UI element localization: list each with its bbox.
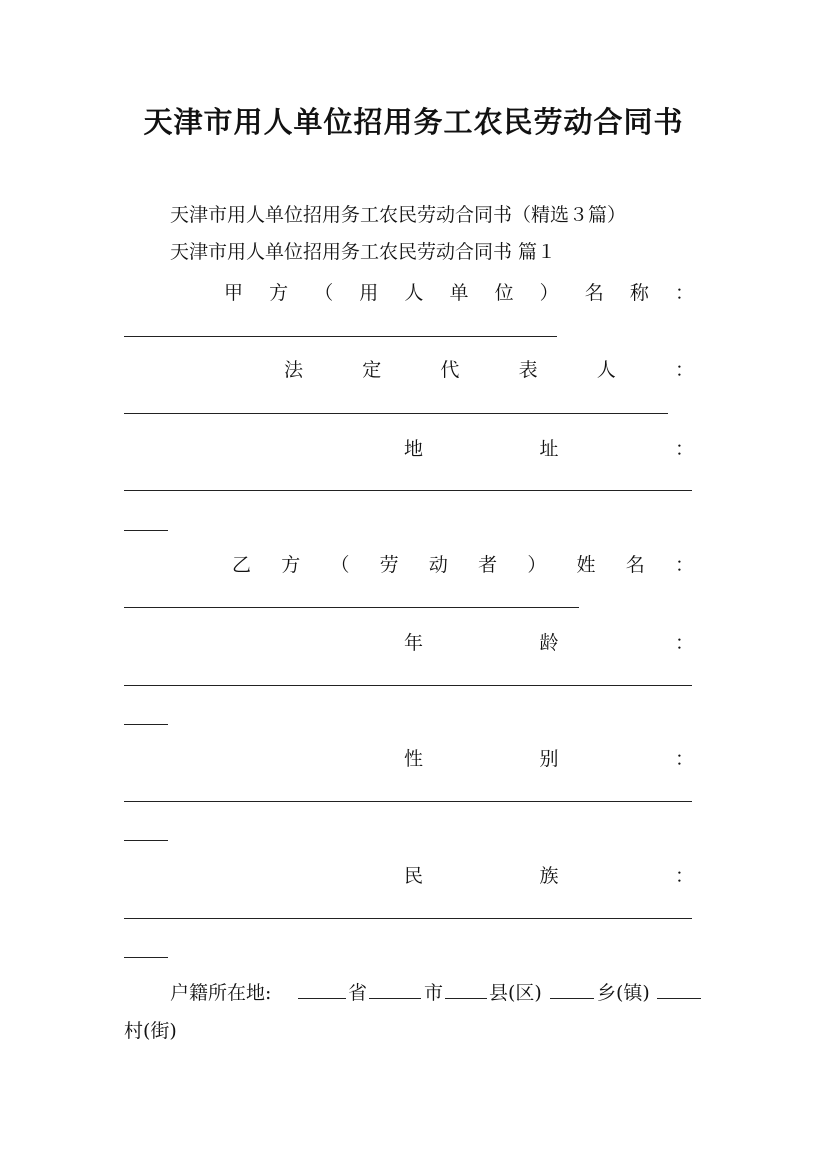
- field-ethnicity-label: [404, 861, 694, 888]
- chapter-heading: 天津市用人单位招用务工农民劳动合同书 篇１: [170, 241, 557, 263]
- label-char: 址: [539, 438, 559, 460]
- label-char: 甲: [224, 282, 244, 304]
- field-employer-name-label: [224, 278, 694, 305]
- document-title: 天津市用人单位招用务工农民劳动合同书: [143, 105, 684, 139]
- label-char: ）: [539, 282, 559, 304]
- field-age-label: [404, 628, 694, 655]
- label-char: ：: [674, 554, 694, 576]
- label-char: ：: [674, 748, 694, 770]
- blank-line: [369, 998, 421, 999]
- hukou-township: 乡(镇): [597, 982, 650, 1004]
- label-char: 地: [404, 438, 424, 460]
- label-char: ：: [674, 632, 694, 654]
- hukou-province: 省: [348, 982, 368, 1004]
- hukou-label: 户籍所在地:: [170, 982, 272, 1004]
- blank-line: [124, 490, 692, 491]
- label-char: 者: [478, 554, 498, 576]
- label-char: 方: [281, 554, 301, 576]
- label-char: 单: [449, 282, 469, 304]
- label-char: 用: [359, 282, 379, 304]
- label-char: 民: [404, 865, 424, 887]
- label-char: 乙: [232, 554, 252, 576]
- label-char: 定: [362, 359, 382, 381]
- label-char: 族: [539, 865, 559, 887]
- label-char: ：: [674, 282, 694, 304]
- label-char: 性: [404, 748, 424, 770]
- blank-line: [298, 998, 346, 999]
- blank-line: [124, 413, 668, 414]
- blank-line: [124, 336, 557, 337]
- label-char: 位: [494, 282, 514, 304]
- blank-line: [124, 724, 168, 725]
- blank-line: [550, 998, 594, 999]
- blank-line: [124, 685, 692, 686]
- label-char: 别: [539, 748, 559, 770]
- label-char: ：: [674, 438, 694, 460]
- subtitle: 天津市用人单位招用务工农民劳动合同书（精选３篇）: [170, 204, 627, 226]
- label-char: 表: [518, 359, 538, 381]
- field-legal-rep-label: [284, 355, 694, 382]
- label-char: ：: [674, 865, 694, 887]
- label-char: 称: [629, 282, 649, 304]
- label-char: 动: [428, 554, 448, 576]
- label-char: 人: [404, 282, 424, 304]
- label-char: 人: [596, 359, 616, 381]
- blank-line: [124, 607, 579, 608]
- blank-line: [445, 998, 487, 999]
- field-gender-label: [404, 744, 694, 771]
- label-char: 年: [404, 632, 424, 654]
- label-char: 法: [284, 359, 304, 381]
- blank-line: [124, 918, 692, 919]
- label-char: 代: [440, 359, 460, 381]
- hukou-city: 市: [424, 982, 444, 1004]
- label-char: （: [314, 282, 334, 304]
- field-worker-name-label: [232, 550, 694, 577]
- label-char: 姓: [576, 554, 596, 576]
- label-char: 方: [269, 282, 289, 304]
- hukou-county: 县(区): [489, 982, 542, 1004]
- blank-line: [124, 530, 168, 531]
- hukou-village: 村(街): [124, 1020, 177, 1042]
- blank-line: [124, 801, 692, 802]
- label-char: ：: [674, 359, 694, 381]
- label-char: 劳: [379, 554, 399, 576]
- blank-line: [124, 957, 168, 958]
- blank-line: [657, 998, 701, 999]
- label-char: （: [330, 554, 350, 576]
- label-char: 龄: [539, 632, 559, 654]
- field-address-label: [404, 434, 694, 461]
- label-char: 名: [625, 554, 645, 576]
- label-char: ）: [527, 554, 547, 576]
- blank-line: [124, 840, 168, 841]
- label-char: 名: [584, 282, 604, 304]
